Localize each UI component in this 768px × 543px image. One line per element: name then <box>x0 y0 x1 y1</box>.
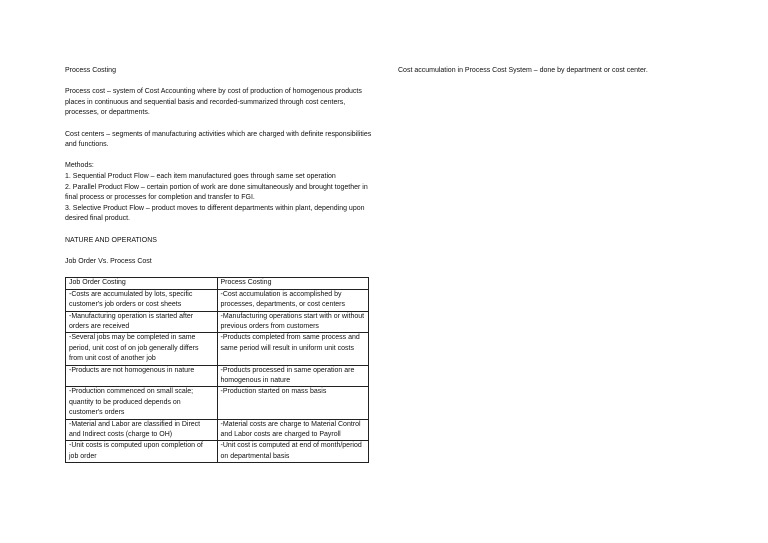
process-cell: -Products processed in same operation are homogenous in nature <box>217 365 369 387</box>
header-process: Process Costing <box>217 278 369 289</box>
comparison-table <box>65 277 369 463</box>
left-column <box>65 66 375 463</box>
job-order-cell: -Costs are accumulated by lots, specific customer's job orders or cost sheets <box>66 289 218 311</box>
page-title: Process Costing <box>65 67 116 74</box>
header-job-order: Job Order Costing <box>66 278 218 289</box>
process-cell: -Material costs are charge to Material Control and Labor costs are charged to Payroll <box>217 419 369 441</box>
process-cell: -Manufacturing operations start with or without previous orders from customers <box>217 311 369 333</box>
table-row <box>66 387 369 419</box>
process-cell: -Unit cost is computed at end of month/period on departmental basis <box>217 441 369 463</box>
job-order-cell: -Several jobs may be completed in same period, unit cost of on job generally differs from unit cost of another job <box>66 333 218 365</box>
right-column <box>398 66 728 77</box>
process-cost-definition: Process cost – system of Cost Accounting where by cost of production of homogenous products places in continuous and sequential basis and recorded-summarized through cost centers, processes, or departments. <box>65 88 362 117</box>
comparison-heading: Job Order Vs. Process Cost <box>65 257 152 265</box>
cost-centers-definition: Cost centers – segments of manufacturing activities which are charged with definite responsibilities and functions. <box>65 130 372 149</box>
methods-heading: Methods: <box>65 162 94 170</box>
table-header-row <box>66 278 369 289</box>
method-item: 1. Sequential Product Flow – each item manufactured goes through same set operation <box>65 172 336 180</box>
process-cell: -Production started on mass basis <box>217 387 369 419</box>
table-row <box>66 441 369 463</box>
table-row <box>66 311 369 333</box>
job-order-cell: -Unit costs is computed upon completion of job order <box>66 441 218 463</box>
process-cell: -Products completed from same process and same period will result in uniform unit costs <box>217 333 369 365</box>
job-order-cell: -Material and Labor are classified in Direct and Indirect costs (charge to OH) <box>66 419 218 441</box>
method-item: 3. Selective Product Flow – product moves to different departments within plant, depending upon desired final product. <box>65 204 365 223</box>
method-item: 2. Parallel Product Flow – certain portion of work are done simultaneously and brought together in final process or processes for completion and transfer to FGI. <box>65 183 368 202</box>
process-cell: -Cost accumulation is accomplished by processes, departments, or cost centers <box>217 289 369 311</box>
job-order-cell: -Manufacturing operation is started after orders are received <box>66 311 218 333</box>
table-row <box>66 289 369 311</box>
job-order-cell: -Production commenced on small scale; quantity to be produced depends on customer's orders <box>66 387 218 419</box>
table-row <box>66 333 369 365</box>
cost-accumulation-note: Cost accumulation in Process Cost System – done by department or cost center. <box>398 67 648 74</box>
nature-heading: NATURE AND OPERATIONS <box>65 236 157 244</box>
table-row <box>66 419 369 441</box>
job-order-cell: -Products are not homogenous in nature <box>66 365 218 387</box>
table-row <box>66 365 369 387</box>
